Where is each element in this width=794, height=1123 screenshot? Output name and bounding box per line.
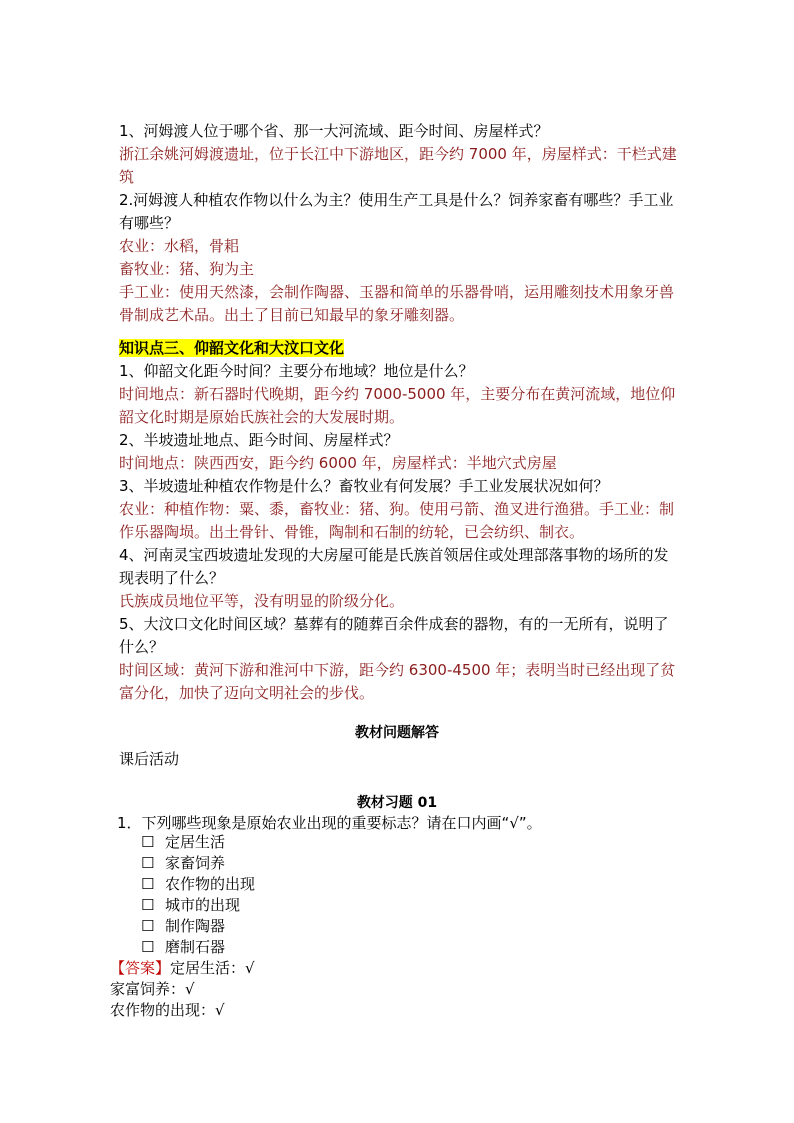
checkbox-icon: ☐ [141, 875, 155, 893]
question-2: 2.河姆渡人种植农作物以什么为主？使用生产工具是什么？饲养家畜有哪些？手工业有哪些？ [119, 191, 674, 232]
knowledge-point-heading [119, 337, 679, 360]
section-yangshao [119, 360, 679, 705]
section-hemudu [119, 120, 679, 327]
checkbox-icon: ☐ [141, 896, 155, 914]
option-crops[interactable] [141, 874, 255, 894]
answer-yangshao-4: 氏族成员地位平等，没有明显的阶级分化。 [119, 592, 405, 610]
option-cities[interactable] [141, 895, 240, 915]
knowledge-point-text: 知识点三、仰韶文化和大汶口文化 [119, 339, 345, 357]
option-label: 家畜饲养 [165, 854, 226, 872]
answer-2-agriculture: 农业：水稻，骨耜 [119, 237, 240, 255]
answer-line-2: 家富饲养：√ [110, 980, 195, 998]
question-yangshao-5: 5、大汶口文化时间区域？墓葬有的随葬百余件成套的器物，有的一无所有，说明了什么？ [119, 615, 669, 656]
exercise-title: 教材习题 01 [356, 795, 438, 811]
answer-tag: 【答案】 [110, 959, 171, 977]
exercise-question: 1．下列哪些现象是原始农业出现的重要标志？请在口内画“√”。 [117, 814, 542, 832]
answer-1: 浙江余姚河姆渡遗址，位于长江中下游地区，距今约 7000 年，房屋样式：干栏式建筑 [119, 145, 677, 186]
answer-2-craft: 手工业：使用天然漆，会制作陶器、玉器和简单的乐器骨哨，运用雕刻技术用象牙兽骨制成艺术品。出土了目前已知最早的象牙雕刻器。 [119, 283, 675, 324]
checkbox-icon: ☐ [141, 917, 155, 935]
answer-line-1 [110, 958, 255, 979]
textbook-answers-title: 教材问题解答 [355, 725, 439, 741]
answer-yangshao-1: 时间地点：新石器时代晚期，距今约 7000-5000 年，主要分布在黄河流域，地位仰韶文化时期是原始氏族社会的大发展时期。 [119, 385, 676, 426]
question-yangshao-3: 3、半坡遗址种植农作物是什么？畜牧业有何发展？手工业发展状况如何？ [119, 477, 609, 495]
checkbox-icon: ☐ [141, 938, 155, 956]
checkbox-icon: ☐ [141, 833, 155, 851]
option-label: 制作陶器 [165, 917, 226, 935]
answer-yangshao-3: 农业：种植作物：粟、黍，畜牧业：猪、狗。使用弓箭、渔叉进行渔猎。手工业：制作乐器陶埙。出土骨针、骨锥，陶制和石制的纺轮，已会纺织、制衣。 [119, 500, 675, 541]
option-polished-stone[interactable] [141, 937, 225, 957]
question-yangshao-2: 2、半坡遗址地点、距今时间、房屋样式？ [119, 431, 399, 449]
option-label: 磨制石器 [165, 938, 226, 956]
question-yangshao-4: 4、河南灵宝西坡遗址发现的大房屋可能是氏族首领居住或处理部落事物的场所的发现表明了什么？ [119, 546, 669, 587]
question-1: 1、河姆渡人位于哪个省、那一大河流域、距今时间、房屋样式？ [119, 122, 549, 140]
answer-yangshao-2: 时间地点：陕西西安，距今约 6000 年，房屋样式：半地穴式房屋 [119, 454, 557, 472]
option-settled-life[interactable] [141, 832, 225, 852]
answer-2-animal: 畜牧业：猪、狗为主 [119, 260, 255, 278]
answer-text-1: 定居生活：√ [170, 959, 255, 977]
option-livestock[interactable] [141, 853, 225, 873]
checkbox-icon: ☐ [141, 854, 155, 872]
answer-yangshao-5: 时间区域：黄河下游和淮河中下游，距今约 6300-4500 年；表明当时已经出现了贫富分化，加快了迈向文明社会的步伐。 [119, 661, 676, 702]
question-yangshao-1: 1、仰韶文化距今时间？主要分布地域？地位是什么？ [119, 362, 474, 380]
option-label: 城市的出现 [165, 896, 241, 914]
answer-line-3: 农作物的出现：√ [110, 1001, 225, 1019]
option-pottery[interactable] [141, 916, 225, 936]
option-label: 农作物的出现 [165, 875, 256, 893]
option-label: 定居生活 [165, 833, 226, 851]
after-class-activity: 课后活动 [119, 750, 180, 768]
